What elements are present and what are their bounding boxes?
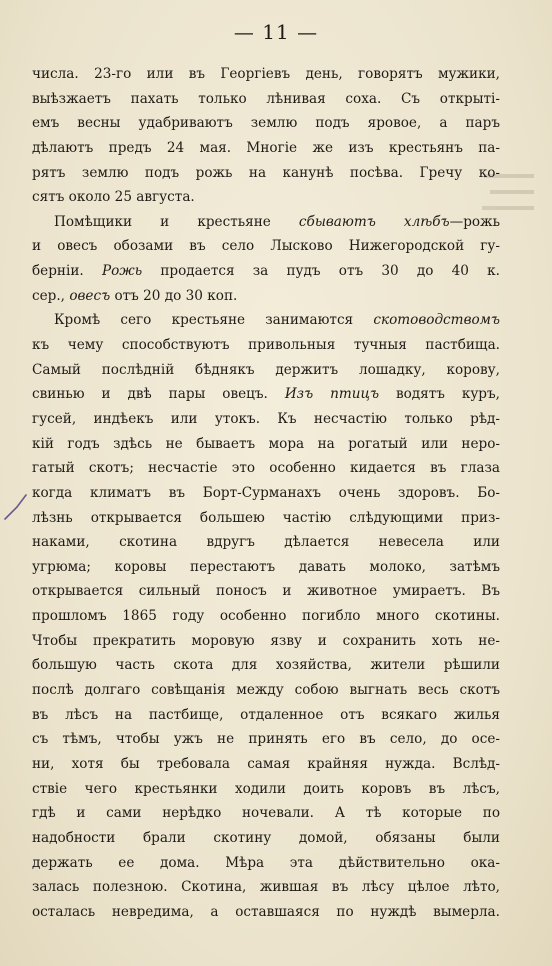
text-segment: съ тѣмъ, чтобы ужъ не принять его въ село, до осе- bbox=[32, 731, 500, 748]
text-segment: гдѣ и сами нерѣдко ночевали. А тѣ которые по bbox=[32, 805, 500, 822]
text-line bbox=[32, 407, 500, 432]
text-line bbox=[32, 259, 500, 284]
text-line bbox=[32, 752, 500, 777]
text-segment: сятъ около 25 августа. bbox=[32, 189, 195, 206]
text-line bbox=[32, 530, 500, 555]
text-segment: Помѣщики и крестьяне bbox=[54, 213, 299, 230]
text-line bbox=[32, 875, 500, 900]
text-line bbox=[32, 481, 500, 506]
text-segment: когда климатъ въ Борт-Сурманахъ очень здоровъ. Бо- bbox=[32, 484, 500, 501]
text-segment: къ чему способствуютъ привольныя тучныя пастбища. bbox=[32, 337, 500, 354]
text-segment: сер., bbox=[32, 287, 70, 304]
text-line bbox=[32, 777, 500, 802]
text-line bbox=[32, 456, 500, 481]
text-segment: послѣ долгаго совѣщанія между собою выгнать весь скотъ bbox=[32, 682, 500, 699]
text-line bbox=[32, 87, 500, 112]
text-segment: въ лѣсъ на пастбище, отдаленное отъ всякаго жилья bbox=[32, 706, 500, 723]
text-segment: дѣлаютъ предъ 24 мая. Многіе же изъ крестьянъ па- bbox=[32, 139, 500, 156]
text-line bbox=[32, 579, 500, 604]
text-line bbox=[32, 678, 500, 703]
text-segment: гусей, индѣекъ или утокъ. Къ несчастію только рѣд- bbox=[32, 410, 500, 427]
text-line bbox=[32, 900, 500, 925]
text-line bbox=[32, 136, 500, 161]
text-segment: продается за пудъ отъ 30 до 40 к. bbox=[142, 263, 500, 280]
text-segment: держать ее дома. Мѣра эта дѣйствительно ока- bbox=[32, 854, 500, 871]
text-segment: свинью и двѣ пары овецъ. bbox=[32, 386, 285, 403]
text-segment: отъ 20 до 30 коп. bbox=[110, 287, 238, 304]
text-segment: большую часть скота для хозяйства, жители рѣшили bbox=[32, 657, 500, 674]
text-line bbox=[32, 161, 500, 186]
text-segment: числа. 23-го или въ Георгіевъ день, говорятъ мужики, bbox=[32, 66, 500, 82]
emphasized-term: Рожь bbox=[101, 263, 143, 280]
text-line bbox=[32, 851, 500, 876]
text-segment: залась полезною. Скотина, жившая въ лѣсу цѣлое лѣто, bbox=[32, 879, 500, 896]
text-line bbox=[32, 653, 500, 678]
text-segment: наками, скотина вдругъ дѣлается невесела или bbox=[32, 534, 500, 551]
text-line bbox=[32, 308, 500, 333]
text-segment: Самый послѣдній бѣднякъ держитъ лошадку, корову, bbox=[32, 361, 500, 378]
text-line bbox=[32, 284, 500, 309]
text-segment: осталась невредима, а оставшаяся по нуждѣ вымерла. bbox=[32, 903, 500, 920]
text-segment: ствіе чего крестьянки ходили доить коровъ въ лѣсъ, bbox=[32, 780, 500, 797]
emphasized-term: сбываютъ хлѣбъ bbox=[298, 213, 450, 230]
page-number: — 11 — bbox=[233, 20, 319, 44]
text-segment: открывается сильный поносъ и животное умираетъ. Въ bbox=[32, 583, 500, 600]
text-segment: надобности брали скотину домой, обязаны были bbox=[32, 829, 500, 846]
emphasized-term: Изъ птицъ bbox=[284, 386, 380, 403]
text-segment: водятъ куръ, bbox=[379, 386, 500, 403]
text-segment: ни, хотя бы требовала самая крайняя нужда. Вслѣд- bbox=[32, 755, 500, 772]
text-line bbox=[32, 185, 500, 210]
emphasized-term: скотоводствомъ bbox=[373, 312, 500, 329]
text-segment: Чтобы прекратить моровую язву и сохранить хоть не- bbox=[32, 632, 500, 649]
text-segment: прошломъ 1865 году особенно погибло много скотины. bbox=[32, 608, 500, 625]
text-segment: выѣзжаетъ пахать только лѣнивая соха. Съ открыті- bbox=[32, 90, 500, 107]
text-line bbox=[32, 604, 500, 629]
text-segment: рятъ землю подъ рожь на канунѣ посѣва. Гречу ко- bbox=[32, 164, 500, 181]
text-segment: кій годъ здѣсь не бываетъ мора на рогатый или неро- bbox=[32, 435, 500, 452]
text-line bbox=[32, 358, 500, 383]
text-line bbox=[32, 826, 500, 851]
text-line bbox=[32, 629, 500, 654]
text-line bbox=[32, 111, 500, 136]
emphasized-term: овесъ bbox=[69, 287, 111, 304]
text-segment: —рожь bbox=[449, 213, 500, 230]
text-segment: емъ весны удабриваютъ землю подъ яровое, а паръ bbox=[32, 115, 500, 132]
text-segment: Кромѣ сего крестьяне занимаются bbox=[54, 312, 374, 329]
text-line bbox=[32, 210, 500, 235]
text-segment: угрюма; коровы перестаютъ давать молоко, затѣмъ bbox=[32, 558, 500, 575]
text-line bbox=[32, 506, 500, 531]
text-line bbox=[32, 555, 500, 580]
text-line bbox=[32, 382, 500, 407]
text-line bbox=[32, 62, 500, 87]
text-line bbox=[32, 234, 500, 259]
text-line bbox=[32, 432, 500, 457]
text-segment: берніи. bbox=[32, 263, 102, 280]
body-text bbox=[32, 62, 500, 924]
text-line bbox=[32, 801, 500, 826]
pencil-margin-mark bbox=[2, 493, 30, 523]
text-line bbox=[32, 727, 500, 752]
text-segment: гатый скотъ; несчастіе это особенно кидается въ глаза bbox=[32, 460, 500, 477]
text-segment: лѣзнь открывается большею частію слѣдующими приз- bbox=[32, 509, 500, 526]
text-line bbox=[32, 333, 500, 358]
text-line bbox=[32, 703, 500, 728]
text-segment: и овесъ обозами въ село Лысково Нижегородской гу- bbox=[32, 238, 500, 255]
